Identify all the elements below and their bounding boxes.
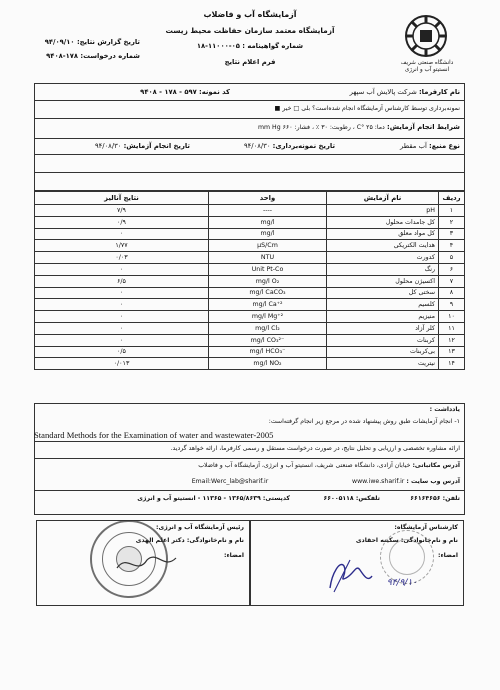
divider bbox=[34, 138, 465, 139]
row-number: ۶ bbox=[439, 263, 465, 275]
unit: Unit Pt-Co bbox=[209, 263, 327, 275]
row-number: ۳ bbox=[439, 228, 465, 240]
standard-reference: Standard Methods for the Examination of water and wastewater-2005 bbox=[34, 430, 274, 440]
results-table bbox=[34, 191, 465, 370]
unit: mg/l bbox=[209, 216, 327, 228]
header-unit: واحد bbox=[209, 192, 327, 205]
row-number: ۱ bbox=[439, 205, 465, 217]
row-number: ۱۴ bbox=[439, 358, 465, 370]
sampling-question: نمونه‌برداری توسط کارشناس آزمایشگاه انجام شده‌است؟ بلی □ خیر ■ bbox=[274, 105, 460, 112]
result-value: ۰/۵ bbox=[35, 346, 209, 358]
test-name: کل مواد معلق bbox=[327, 228, 439, 240]
divider bbox=[34, 441, 465, 442]
table-row bbox=[35, 275, 465, 287]
result-value: ۷/۹ bbox=[35, 205, 209, 217]
head-name: نام و نام‌خانوادگی: دکتر اعلم الهدی bbox=[135, 537, 244, 544]
head-signature-scribble-icon bbox=[112, 548, 192, 578]
table-row bbox=[35, 252, 465, 264]
unit: mg/l Mg⁺² bbox=[209, 311, 327, 323]
expert-sign-label: امضاء: bbox=[437, 552, 458, 559]
table-header-row bbox=[35, 192, 465, 205]
unit: mg/l NO₂ bbox=[209, 358, 327, 370]
row-number: ۲ bbox=[439, 216, 465, 228]
table-row bbox=[35, 334, 465, 346]
test-name: کلسیم bbox=[327, 299, 439, 311]
row-number: ۷ bbox=[439, 275, 465, 287]
result-value: ۶/۵ bbox=[35, 275, 209, 287]
note-1: ۱- انجام آزمایشات طبق روش پیشنهاد شده در مرجع زیر انجام گرفته‌است: bbox=[268, 418, 460, 425]
row-number: ۵ bbox=[439, 252, 465, 264]
row-number: ۱۳ bbox=[439, 346, 465, 358]
source-type: نوع منبع: آب مقطر bbox=[400, 142, 460, 150]
row-number: ۴ bbox=[439, 240, 465, 252]
test-name: کلر آزاد bbox=[327, 322, 439, 334]
unit: ---- bbox=[209, 205, 327, 217]
header-row-number: ردیف bbox=[439, 192, 465, 205]
result-value: ۰ bbox=[35, 322, 209, 334]
unit: µS/Cm bbox=[209, 240, 327, 252]
report-date: تاریخ گزارش نتایج: ۹۴/۰۹/۱۰ bbox=[44, 38, 140, 46]
table-row bbox=[35, 240, 465, 252]
test-date: تاریخ انجام آزمایش: ۹۴/۰۸/۳۰ bbox=[94, 142, 190, 150]
result-value: ۰ bbox=[35, 228, 209, 240]
row-number: ۹ bbox=[439, 299, 465, 311]
result-value: ۰ bbox=[35, 334, 209, 346]
unit: NTU bbox=[209, 252, 327, 264]
result-value: ۰ bbox=[35, 263, 209, 275]
row-number: ۱۱ bbox=[439, 322, 465, 334]
result-value: ۱/۷۷ bbox=[35, 240, 209, 252]
result-value: ۰/۰۱۳ bbox=[35, 358, 209, 370]
address: آدرس مکاتباتی: خیابان آزادی، دانشگاه صنعتی شریف، انستیتو آب و انرژی، آزمایشگاه آب و فاضلاب bbox=[198, 462, 460, 469]
header-result: نتایج آنالیز bbox=[35, 192, 209, 205]
header-test-name: نام آزمایش bbox=[327, 192, 439, 205]
divider bbox=[34, 100, 465, 101]
test-name: سختی کل bbox=[327, 287, 439, 299]
test-name: کل جامدات محلول bbox=[327, 216, 439, 228]
test-conditions: شرایط انجام آزمایش: دما: ۲۵ °C ، رطوبت: ۳۰ ٪ ، فشار: ۶۶۰ mm Hg bbox=[258, 123, 460, 131]
request-number: شماره درخواست: ۱۷۸-۹۴۰۸ bbox=[46, 52, 140, 60]
website-link[interactable]: www.iwe.sharif.ir bbox=[352, 478, 405, 485]
head-title: رئیس آزمایشگاه آب و انرژی: bbox=[156, 524, 244, 531]
table-row bbox=[35, 322, 465, 334]
unit: mg/l Cl₂ bbox=[209, 322, 327, 334]
test-name: هدایت الکتریکی bbox=[327, 240, 439, 252]
employer: نام کارفرما: شرکت پالایش آب سپهر bbox=[349, 88, 460, 96]
cert-number: شماره گواهینامه : ۰۵-۱۱۰۰۰-۱۸ bbox=[196, 42, 304, 50]
test-name: بی‌کربنات bbox=[327, 346, 439, 358]
expert-title: کارشناس آزمایشگاه: bbox=[394, 524, 458, 531]
test-name: کربنات bbox=[327, 334, 439, 346]
stamp-icon bbox=[380, 530, 434, 584]
divider bbox=[34, 118, 465, 119]
test-name: منیزیم bbox=[327, 311, 439, 323]
divider bbox=[34, 490, 465, 491]
result-value: ۰ bbox=[35, 311, 209, 323]
email-link[interactable]: Email:Werc_lab@sharif.ir bbox=[191, 478, 269, 485]
unit: mg/l bbox=[209, 228, 327, 240]
row-number: ۱۲ bbox=[439, 334, 465, 346]
test-name: کدورت bbox=[327, 252, 439, 264]
form-name: فرم اعلام نتایج bbox=[224, 58, 276, 66]
phone: تلفن: ۶۶۱۶۴۶۵۶ bbox=[410, 495, 460, 502]
handwritten-date: ۹۴/۹/۱۰ bbox=[386, 578, 418, 588]
lab-title: آزمایشگاه آب و فاضلاب bbox=[203, 10, 297, 19]
divider bbox=[34, 154, 465, 155]
table-row bbox=[35, 358, 465, 370]
row-number: ۱۰ bbox=[439, 311, 465, 323]
fax: تلفکس: ۶۶۰۰۵۱۱۸ bbox=[323, 495, 380, 502]
unit: mg/l CaCO₃ bbox=[209, 287, 327, 299]
unit: mg/l HCO₃⁻ bbox=[209, 346, 327, 358]
table-row bbox=[35, 287, 465, 299]
table-row bbox=[35, 205, 465, 217]
result-value: ۰ bbox=[35, 299, 209, 311]
postal-code: کدپستی: ۱۳۶۵/۸۶۳۹ - ۱۱۳۶۵ - انستیتو آب و انرژی bbox=[137, 495, 290, 502]
website: آدرس وب سایت : www.iwe.sharif.ir bbox=[352, 478, 460, 485]
unit: mg/l Ca⁺² bbox=[209, 299, 327, 311]
test-name: اکسیژن محلول bbox=[327, 275, 439, 287]
expert-name: نام و نام‌خانوادگی: سکینه احقادی bbox=[355, 537, 458, 544]
table-row bbox=[35, 311, 465, 323]
test-name: نیتریت bbox=[327, 358, 439, 370]
logo-caption: دانشگاه صنعتی شریف انستیتو آب و انرژی bbox=[400, 60, 454, 73]
sampling-date: تاریخ نمونه‌برداری: ۹۴/۰۸/۳۰ bbox=[244, 142, 335, 150]
test-name: رنگ bbox=[327, 263, 439, 275]
sample-code: کد نمونه: ۵۹۷ - ۱۷۸ - ۹۴۰۸ bbox=[140, 88, 230, 96]
test-name: pH bbox=[327, 205, 439, 217]
lab-subtitle: آزمایشگاه معتمد سازمان حفاظت محیط زیست bbox=[165, 26, 335, 35]
head-sign-label: امضاء: bbox=[223, 552, 244, 559]
notes-title: یادداشت : bbox=[429, 406, 460, 413]
unit: mg/l CO₃²⁻ bbox=[209, 334, 327, 346]
result-value: ۰ bbox=[35, 287, 209, 299]
divider bbox=[34, 458, 465, 459]
table-row bbox=[35, 346, 465, 358]
table-row bbox=[35, 228, 465, 240]
result-value: ۰/۹ bbox=[35, 216, 209, 228]
table-row bbox=[35, 216, 465, 228]
disclaimer: ارائه مشاوره تخصصی و ارزیابی و تحلیل نتایج، در صورت درخواست مستقل و رسمی کارفرما، ارائه خواهد گردید. bbox=[170, 445, 460, 452]
result-value: ۰/۰۳ bbox=[35, 252, 209, 264]
table-row bbox=[35, 263, 465, 275]
divider bbox=[34, 172, 465, 173]
unit: mg/l O₂ bbox=[209, 275, 327, 287]
table-row bbox=[35, 299, 465, 311]
sharif-logo-icon bbox=[404, 14, 448, 58]
row-number: ۸ bbox=[439, 287, 465, 299]
